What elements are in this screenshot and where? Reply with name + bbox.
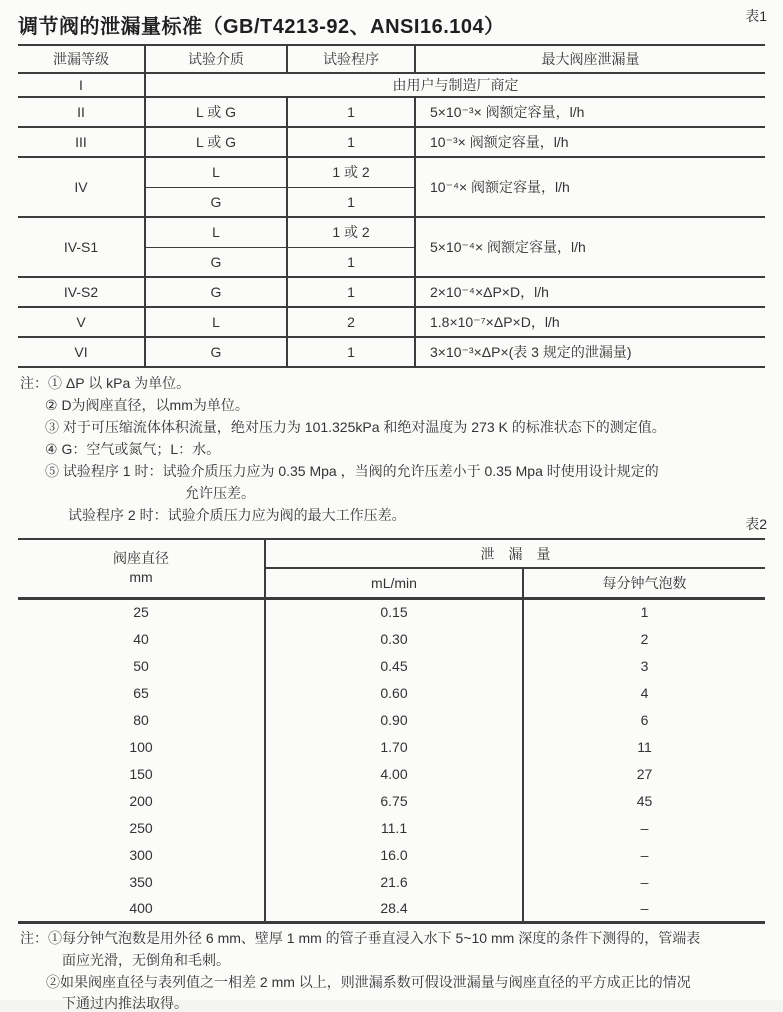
medium-cell: G <box>145 187 287 217</box>
table-row <box>18 679 765 706</box>
table-header-row <box>18 45 765 73</box>
grade-cell: VI <box>18 337 145 367</box>
leakage-formula-cell: 10⁻³× 阀额定容量，l/h <box>415 127 765 157</box>
bubbles-value: 45 <box>636 792 653 809</box>
leakage-formula-cell: 5×10⁻³× 阀额定容量，l/h <box>415 97 765 127</box>
grade-cell: II <box>18 97 145 127</box>
seat-diameter-value: 150 <box>18 760 265 787</box>
table-row-grade-6 <box>18 337 765 367</box>
merged-note-cell: 由用户与制造厂商定 <box>145 73 765 97</box>
procedure-cell: 2 <box>287 307 415 337</box>
table-row <box>18 598 765 625</box>
grade-cell: IV <box>18 157 145 217</box>
seat-diameter-value: 80 <box>18 706 265 733</box>
seat-diameter-value: 40 <box>18 625 265 652</box>
table1-note-line: ③ 对于可压缩流体体积流量，绝对压力为 101.325kPa 和绝对温度为 273 K 的标准状态下的测定值。 <box>45 419 666 435</box>
table-row-grade-4s2 <box>18 277 765 307</box>
col-header-ml-min: mL/min <box>265 568 523 598</box>
bubbles-value: – <box>640 846 649 863</box>
table-row <box>18 895 765 922</box>
ml-min-value: 4.00 <box>265 760 523 787</box>
leakage-formula-cell: 10⁻⁴× 阀额定容量，l/h <box>415 157 765 217</box>
bubbles-value: 1 <box>640 604 649 621</box>
seat-leakage-table <box>18 538 765 924</box>
table2-header-row-1 <box>18 539 765 568</box>
table2-note-line: ②如果阀座直径与表列值之一相差 2 mm 以上，则泄漏系数可假设泄漏量与阀座直径的平方成正比的情况 <box>46 974 691 990</box>
table-row-grade-1 <box>18 73 765 97</box>
seat-diameter-value: 65 <box>18 679 265 706</box>
ml-min-value: 28.4 <box>265 895 523 922</box>
table-row <box>18 733 765 760</box>
medium-cell: G <box>145 247 287 277</box>
leakage-formula-cell: 3×10⁻³×ΔP×(表 3 规定的泄漏量) <box>415 337 765 367</box>
ml-min-value: 6.75 <box>265 787 523 814</box>
medium-cell: L <box>145 157 287 187</box>
ml-min-value: 0.30 <box>265 625 523 652</box>
table-row-grade-4a <box>18 157 765 187</box>
table-row <box>18 814 765 841</box>
ml-min-value: 21.6 <box>265 868 523 895</box>
seat-diameter-value: 50 <box>18 652 265 679</box>
procedure-cell: 1 <box>287 337 415 367</box>
procedure-cell: 1 <box>287 97 415 127</box>
table1-note-line: ② D为阀座直径，以mm为单位。 <box>45 397 249 413</box>
medium-cell: G <box>145 337 287 367</box>
table-row <box>18 841 765 868</box>
medium-cell: L 或 G <box>145 97 287 127</box>
seat-diameter-value: 400 <box>18 895 265 922</box>
table1-note-line: ⑤ 试验程序 1 时：试验介质压力应为 0.35 Mpa ，当阀的允许压差小于 0.35 Mpa 时使用设计规定的 <box>45 463 659 479</box>
table2-tag: 表2 <box>745 516 767 532</box>
seat-diameter-value: 200 <box>18 787 265 814</box>
ml-min-value: 0.15 <box>265 598 523 625</box>
col-header-grade: 泄漏等级 <box>18 45 145 73</box>
table-row <box>18 706 765 733</box>
col-header-leakage-group: 泄 漏 量 <box>265 539 765 568</box>
table2-note-line: 注：①每分钟气泡数是用外径 6 mm、壁厚 1 mm 的管子垂直浸入水下 5~10 mm 深度的条件下测得的，管端表 <box>20 930 701 946</box>
ml-min-value: 0.90 <box>265 706 523 733</box>
grade-cell: III <box>18 127 145 157</box>
bubbles-value: 4 <box>640 684 649 701</box>
col-header-medium: 试验介质 <box>145 45 287 73</box>
ml-min-value: 11.1 <box>265 814 523 841</box>
table1-note-line: 试验程序 2 时：试验介质压力应为阀的最大工作压差。 <box>68 507 406 523</box>
table-row <box>18 652 765 679</box>
table-row <box>18 625 765 652</box>
table-row-grade-5 <box>18 307 765 337</box>
seat-diameter-value: 100 <box>18 733 265 760</box>
table-row <box>18 868 765 895</box>
procedure-cell: 1 <box>287 127 415 157</box>
table-row-grade-4s1a <box>18 217 765 247</box>
seat-diameter-value: 250 <box>18 814 265 841</box>
grade-cell: I <box>18 73 145 97</box>
ml-min-value: 0.45 <box>265 652 523 679</box>
col-header-max-leakage: 最大阀座泄漏量 <box>415 45 765 73</box>
bubbles-value: – <box>640 873 649 890</box>
leakage-formula-cell: 2×10⁻⁴×ΔP×D，l/h <box>415 277 765 307</box>
medium-cell: G <box>145 277 287 307</box>
table-row-grade-2 <box>18 97 765 127</box>
bubbles-value: 2 <box>640 630 649 647</box>
ml-min-value: 1.70 <box>265 733 523 760</box>
leakage-standard-table <box>18 44 765 368</box>
bubbles-value: 27 <box>636 765 653 782</box>
medium-cell: L <box>145 307 287 337</box>
table1-note-line: ④ G：空气或氮气；L：水。 <box>45 441 221 457</box>
seat-diameter-unit: mm <box>129 569 153 586</box>
procedure-cell: 1 或 2 <box>287 157 415 187</box>
procedure-cell: 1 或 2 <box>287 217 415 247</box>
bubbles-value: 6 <box>640 711 649 728</box>
bubbles-value: 3 <box>640 657 649 674</box>
leakage-formula-cell: 1.8×10⁻⁷×ΔP×D，l/h <box>415 307 765 337</box>
table-row <box>18 760 765 787</box>
procedure-cell: 1 <box>287 277 415 307</box>
table-row-grade-3 <box>18 127 765 157</box>
col-header-bubbles: 每分钟气泡数 <box>523 568 765 598</box>
table1-tag: 表1 <box>745 8 767 24</box>
grade-cell: IV-S2 <box>18 277 145 307</box>
procedure-cell: 1 <box>287 187 415 217</box>
seat-diameter-value: 25 <box>18 598 265 625</box>
page-title: 调节阀的泄漏量标准（GB/T4213-92、ANSI16.104） <box>18 16 505 38</box>
seat-diameter-value: 350 <box>18 868 265 895</box>
table1-note-line: 允许压差。 <box>185 485 255 501</box>
ml-min-value: 16.0 <box>265 841 523 868</box>
ml-min-value: 0.60 <box>265 679 523 706</box>
bubbles-value: 11 <box>637 738 652 755</box>
table1-note-line: 注：① ΔP 以 kPa 为单位。 <box>20 375 191 391</box>
table-row <box>18 787 765 814</box>
table2-note-line: 下通过内推法取得。 <box>62 995 188 1011</box>
col-header-seat-diameter <box>18 539 265 598</box>
bubbles-value: – <box>640 899 649 916</box>
procedure-cell: 1 <box>287 247 415 277</box>
medium-cell: L <box>145 217 287 247</box>
grade-cell: V <box>18 307 145 337</box>
leakage-formula-cell: 5×10⁻⁴× 阀额定容量，l/h <box>415 217 765 277</box>
grade-cell: IV-S1 <box>18 217 145 277</box>
medium-cell: L 或 G <box>145 127 287 157</box>
seat-diameter-value: 300 <box>18 841 265 868</box>
bubbles-value: – <box>640 819 649 836</box>
col-header-procedure: 试验程序 <box>287 45 415 73</box>
table2-note-line: 面应光滑，无倒角和毛刺。 <box>62 952 230 968</box>
seat-diameter-label: 阀座直径 <box>113 550 169 567</box>
